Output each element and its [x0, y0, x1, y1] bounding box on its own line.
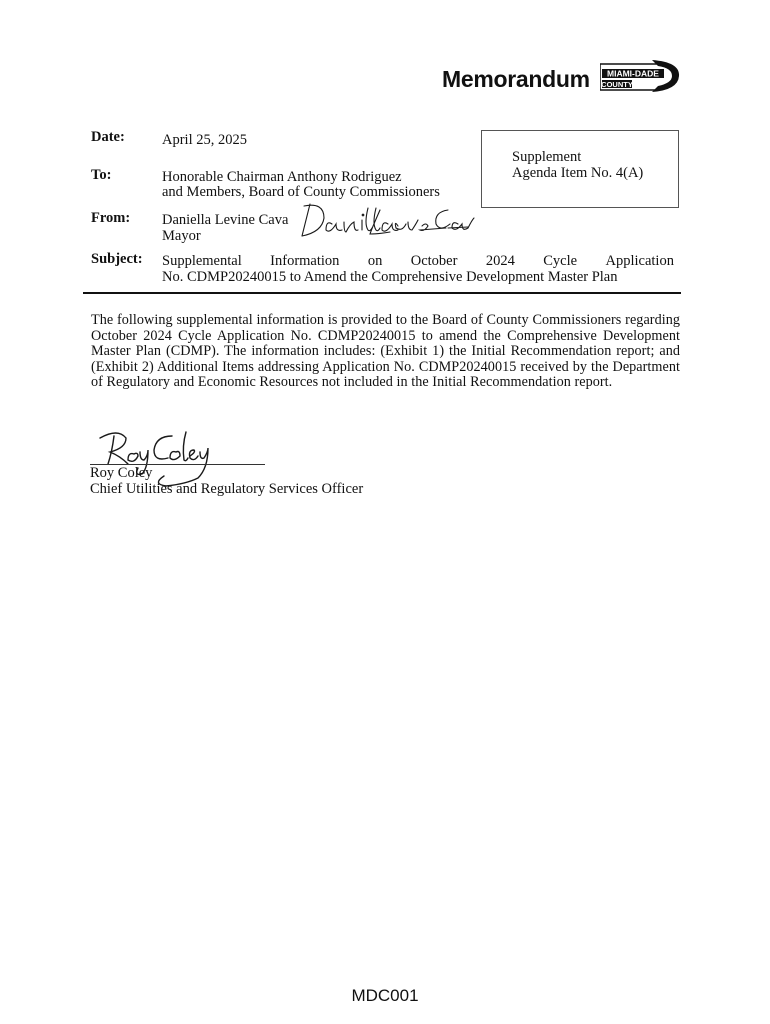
subject-word: 2024	[485, 253, 515, 269]
subject-word: Application	[605, 253, 674, 269]
subject-line2: No. CDMP20240015 to Amend the Comprehensive Development Master Plan	[162, 269, 618, 285]
to-recipient-line2: and Members, Board of County Commissioners	[162, 184, 440, 200]
subject-word: Cycle	[543, 253, 578, 269]
subject-word: Supplemental	[162, 253, 242, 269]
supplement-label: Supplement	[512, 149, 582, 165]
document-code: MDC001	[351, 986, 419, 1005]
logo-text-line1: MIAMI-DADE	[607, 68, 659, 79]
body-paragraph: The following supplemental information is provided to the Board of County Commissioners regarding October 2024 Cycle Application No. CDMP20240015 to amend the Comprehensive Development Master Plan (CDMP). The information includes: (Exhibit 1) the Initial Recommendation report; and (Exhibit 2) Additional Items addressing Application No. CDMP20240015 received by the Department of Regulatory and Economic Resources not included in the Initial Recommendation report.	[91, 312, 680, 391]
mayor-signature	[298, 198, 478, 244]
subject-label: Subject:	[91, 251, 143, 267]
subject-line1	[162, 253, 674, 269]
from-name: Daniella Levine Cava	[162, 212, 289, 228]
date-label: Date:	[91, 129, 125, 145]
to-recipient-line1: Honorable Chairman Anthony Rodriguez	[162, 169, 402, 185]
signatory-name: Roy Coley	[90, 465, 153, 481]
header-divider	[83, 292, 681, 294]
from-label: From:	[91, 210, 131, 226]
signatory-title: Chief Utilities and Regulatory Services Officer	[90, 481, 364, 497]
to-label: To:	[91, 167, 112, 183]
subject-word: Information	[270, 253, 340, 269]
agenda-item-number: Agenda Item No. 4(A)	[512, 165, 644, 181]
logo-text-line2: COUNTY	[601, 79, 633, 89]
subject-word: October	[410, 253, 458, 269]
subject-text	[162, 253, 674, 285]
memorandum-title: Memorandum	[442, 66, 590, 92]
subject-word: on	[367, 253, 383, 269]
from-title: Mayor	[162, 228, 201, 244]
date-value: April 25, 2025	[162, 132, 247, 148]
miami-dade-county-logo	[600, 56, 680, 94]
